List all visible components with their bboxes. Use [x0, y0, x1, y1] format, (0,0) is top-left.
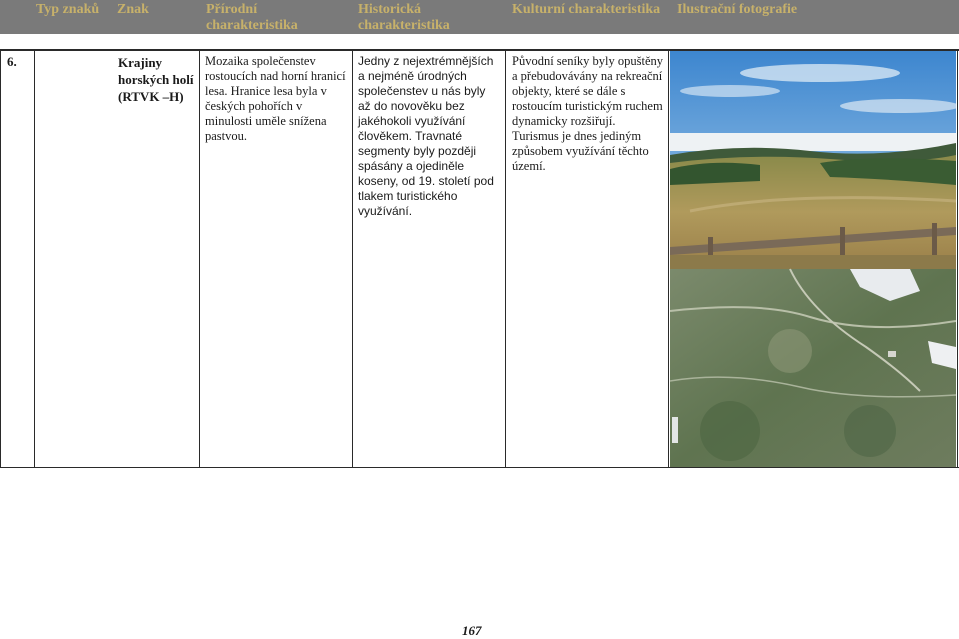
row-natural: Mozaika společenstev rostoucích nad horní hranicí lesa. Hranice lesa byla v českých pohořích v minulosti uměle snížena pastvou. — [205, 54, 346, 143]
page-number: 167 — [462, 623, 482, 638]
header-sign: Znak — [117, 2, 149, 17]
col-border-0 — [0, 49, 1, 468]
mountain-meadow-photo — [670, 51, 956, 269]
col-border-6 — [957, 49, 958, 468]
aerial-view-photo — [670, 269, 956, 467]
table-bottom-border — [0, 467, 959, 468]
header-type: Typ znaků — [36, 2, 100, 17]
row-cultural: Původní seníky byly opuštěny a přebudovávány na rekreační objekty, které se dále s rostoucím turistickým ruchem dynamicky rozšiřují. Turismus je dnes jediným způsobem využívání těchto území. — [512, 54, 664, 173]
header-photo: Ilustrační fotografie — [677, 2, 798, 17]
col-border-5 — [668, 49, 669, 468]
header-historic: Historická charakteristika — [358, 2, 450, 33]
col-border-3 — [352, 49, 353, 468]
header-natural: Přírodní charakteristika — [206, 2, 298, 33]
header-cultural: Kulturní charakteristika — [512, 2, 661, 17]
col-border-2 — [199, 49, 200, 468]
col-border-1 — [34, 49, 35, 468]
col-border-4 — [505, 49, 506, 468]
illustration-photos — [670, 51, 956, 467]
row-number: 6. — [7, 54, 17, 69]
row-sign: Krajiny horských holí (RTVK –H) — [118, 55, 194, 104]
row-historic: Jedny z nejextrémnějších a nejméně úrodných společenstev u nás byly až do novověku bez jakéhokoli využívání člověkem. Travnaté segmenty byly později spásány a ojediněle koseny, od 19. století pod tlakem turistického využívání. — [358, 54, 494, 218]
